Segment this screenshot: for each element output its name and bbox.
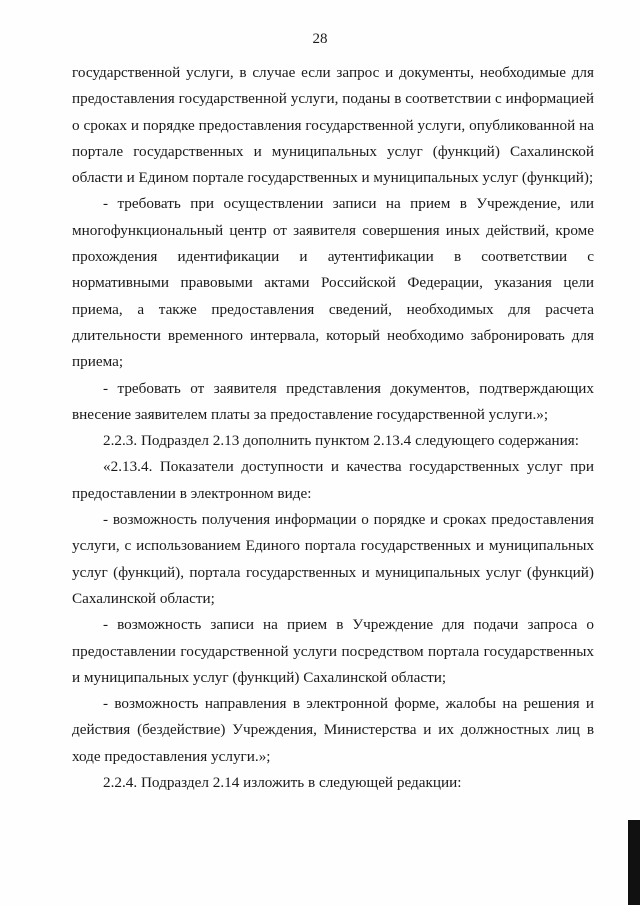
- scan-edge-mark: [628, 820, 640, 905]
- paragraph-complaint-access: - возможность направления в электронной форме, жалобы на решения и действия (бездействие) Учреждения, Министерства и их должностных лиц в ходе предоставления услуги.»;: [72, 695, 594, 765]
- paragraph-info-access: - возможность получения информации о порядке и сроках предоставления услуги, с использованием Единого портала государственных и муниципальных услуг (функций), портала государственных и муниципальных услуг (функций) Сахалинской области;: [72, 511, 594, 607]
- paragraph-requirement-appointment: - требовать при осуществлении записи на прием в Учреждение, или многофункциональный центр от заявителя совершения иных действий, кроме прохождения идентификации и аутентификации в соответствии с нормативными правовыми актами Российской Федерации, указания цели приема, а также предоставления сведений, необходимых для расчета длительности временного интервала, который необходимо забронировать для приема;: [72, 195, 594, 371]
- document-body: [72, 60, 594, 796]
- paragraph-appointment-access: - возможность записи на прием в Учреждение для подачи запроса о предоставлении государственной услуги посредством портала государственных и муниципальных услуг (функций) Сахалинской области;: [72, 616, 594, 686]
- paragraph-clause-2-2-3: 2.2.3. Подраздел 2.13 дополнить пунктом 2.13.4 следующего содержания:: [103, 432, 579, 450]
- paragraph-requirement-payment: - требовать от заявителя представления документов, подтверждающих внесение заявителем платы за предоставление государственной услуги.»;: [72, 379, 594, 423]
- paragraph-clause-2-13-4: «2.13.4. Показатели доступности и качества государственных услуг при предоставлении в электронном виде:: [72, 458, 594, 502]
- paragraph-continuation: государственной услуги, в случае если запрос и документы, необходимые для предоставления государственной услуги, поданы в соответствии с информацией о сроках и порядке предоставления государственной услуги, опубликованной на портале государственных и муниципальных услуг (функций) Сахалинской области и Едином портале государственных и муниципальных услуг (функций);: [72, 64, 594, 187]
- page-number: 28: [312, 31, 328, 47]
- paragraph-clause-2-2-4: 2.2.4. Подраздел 2.14 изложить в следующей редакции:: [103, 774, 462, 792]
